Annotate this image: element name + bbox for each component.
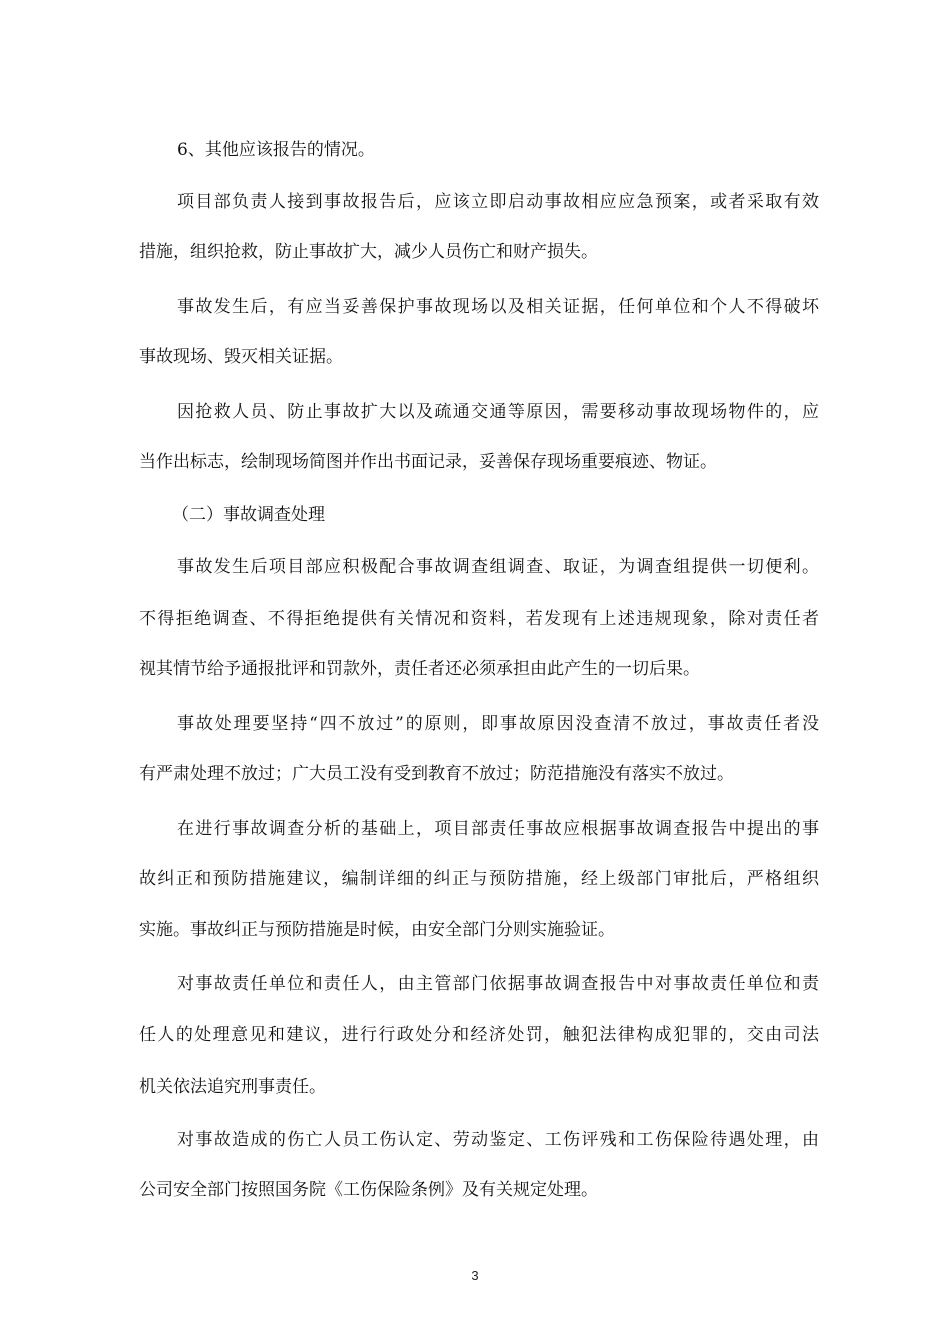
paragraph-line: 对事故造成的伤亡人员工伤认定、劳动鉴定、工伤评残和工伤保险待遇处理，由 [177,1130,819,1150]
section-heading: （二）事故调查处理 [172,505,325,525]
paragraph-line: 事故发生后项目部应积极配合事故调查组调查、取证，为调查组提供一切便利。 [177,557,819,577]
paragraph-line: 公司安全部门按照国务院《工伤保险条例》及有关规定处理。 [139,1180,598,1200]
paragraph-line: 任人的处理意见和建议，进行行政处分和经济处罚，触犯法律构成犯罪的，交由司法 [139,1025,819,1045]
paragraph-line: 对事故责任单位和责任人，由主管部门依据事故调查报告中对事故责任单位和责 [177,974,819,994]
paragraph-line: 事故处理要坚持“四不放过”的原则，即事故原因没查清不放过，事故责任者没 [177,714,819,734]
paragraph-line: 当作出标志，绘制现场简图并作出书面记录，妥善保存现场重要痕迹、物证。 [139,452,717,472]
paragraph-line: 故纠正和预防措施建议，编制详细的纠正与预防措施，经上级部门审批后，严格组织 [139,869,819,889]
paragraph-line: 实施。事故纠正与预防措施是时候，由安全部门分则实施验证。 [139,920,615,940]
paragraph-line: 视其情节给予通报批评和罚款外，责任者还必须承担由此产生的一切后果。 [139,659,700,679]
paragraph-line: 事故发生后，有应当妥善保护事故现场以及相关证据，任何单位和个人不得破坏 [177,297,819,317]
paragraph-line: 项目部负责人接到事故报告后，应该立即启动事故相应应急预案，或者采取有效 [177,192,819,212]
paragraph-line: 措施，组织抢救，防止事故扩大，减少人员伤亡和财产损失。 [139,242,598,262]
paragraph-line: 不得拒绝调查、不得拒绝提供有关情况和资料，若发现有上述违规现象，除对责任者 [139,609,819,629]
paragraph-line: 有严肃处理不放过；广大员工没有受到教育不放过；防范措施没有落实不放过。 [139,764,734,784]
paragraph-line: 机关依法追究刑事责任。 [139,1077,326,1097]
paragraph-line: 6、其他应该报告的情况。 [177,140,375,160]
paragraph-line: 在进行事故调查分析的基础上，项目部责任事故应根据事故调查报告中提出的事 [177,819,819,839]
paragraph-line: 因抢救人员、防止事故扩大以及疏通交通等原因，需要移动事故现场物件的，应 [177,402,819,422]
paragraph-line: 事故现场、毁灭相关证据。 [139,347,343,367]
page-number: 3 [471,1268,479,1283]
